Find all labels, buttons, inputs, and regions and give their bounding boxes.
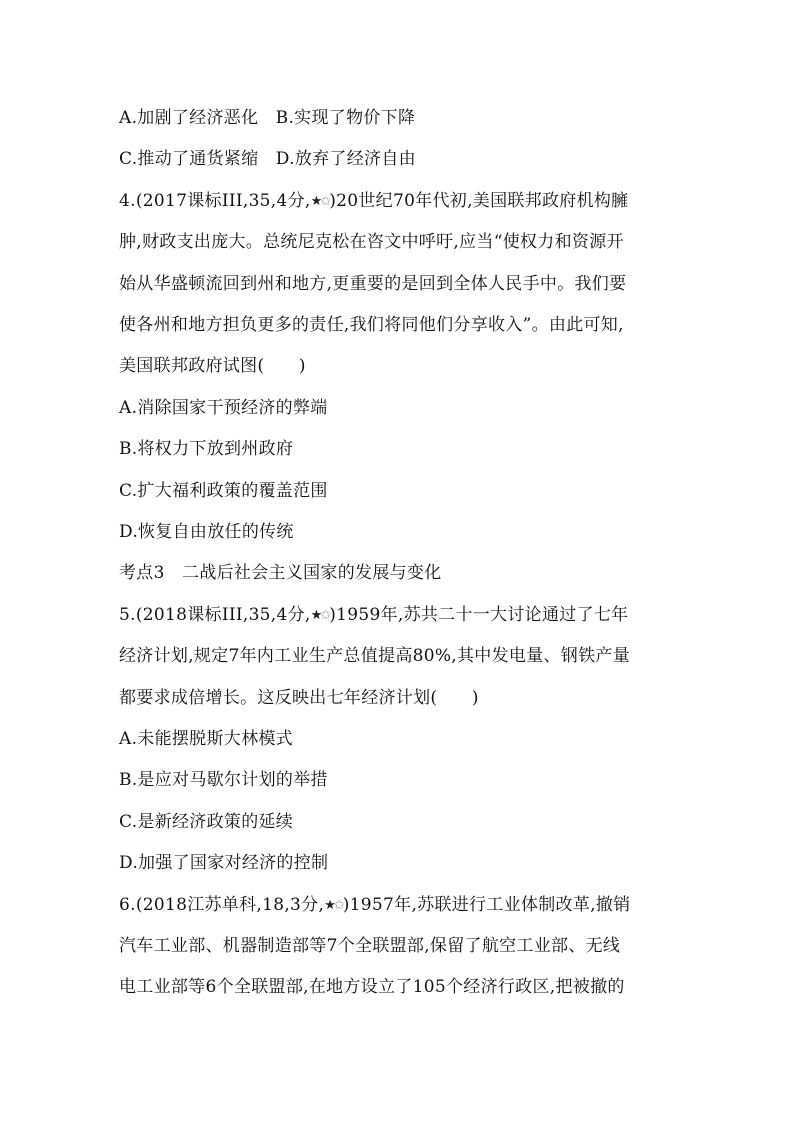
q4-option-a: A.消除国家干预经济的弊端 [119,398,328,418]
q4-option-c: C.扩大福利政策的覆盖范围 [119,481,328,501]
q4-option-b: B.将权力下放到州政府 [119,439,294,459]
difficulty-stars-icon: ★✩ [310,608,330,623]
section-heading: 考点3 二战后社会主义国家的发展与变化 [119,563,442,583]
q4-line1 [119,191,629,212]
difficulty-stars-icon: ★✩ [324,898,343,913]
q4-source: 4.(2017课标III,35,4分, [119,191,311,211]
q5-stem-start: )1959年,苏共二十一大讨论通过了七年 [329,605,629,625]
q3-options-row2: C.推动了通货紧缩 D.放弃了经济自由 [119,149,416,169]
q5-option-c: C.是新经济政策的延续 [119,812,294,832]
q5-line2: 经济计划,规定7年内工业生产总值提高80%,其中发电量、钢铁产量 [119,646,631,666]
q6-source: 6.(2018江苏单科,18,3分, [119,895,325,915]
q4-stem-start: )20世纪70年代初,美国联邦政府机构臃 [329,191,629,211]
difficulty-stars-icon: ★✩ [310,194,330,209]
q3-options-row1: A.加剧了经济恶化 B.实现了物价下降 [119,108,416,128]
q6-stem-start: )1957年,苏联进行工业体制改革,撤销 [342,895,631,915]
q4-line4: 使各州和地方担负更多的责任,我们将同他们分享收入”。由此可知, [119,315,624,335]
q6-line2: 汽车工业部、机器制造部等7个全联盟部,保留了航空工业部、无线 [119,936,621,956]
q4-line3: 始从华盛顿流回到州和地方,更重要的是回到全体人民手中。我们要 [119,274,627,294]
q5-option-b: B.是应对马歇尔计划的举措 [119,770,328,790]
q4-line5: 美国联邦政府试图( ) [119,356,306,376]
q5-line3: 都要求成倍增长。这反映出七年经济计划( ) [119,688,479,708]
q6-line3: 电工业部等6个全联盟部,在地方设立了105个经济行政区,把被撤的 [119,977,625,997]
q5-source: 5.(2018课标III,35,4分, [119,605,311,625]
q5-option-a: A.未能摆脱斯大林模式 [119,729,293,749]
q6-line1 [119,895,630,916]
q4-line2: 肿,财政支出庞大。总统尼克松在咨文中呼吁,应当“使权力和资源开 [119,232,624,252]
q4-option-d: D.恢复自由放任的传统 [119,522,294,542]
q5-line1 [119,605,629,626]
q5-option-d: D.加强了国家对经济的控制 [119,853,329,873]
